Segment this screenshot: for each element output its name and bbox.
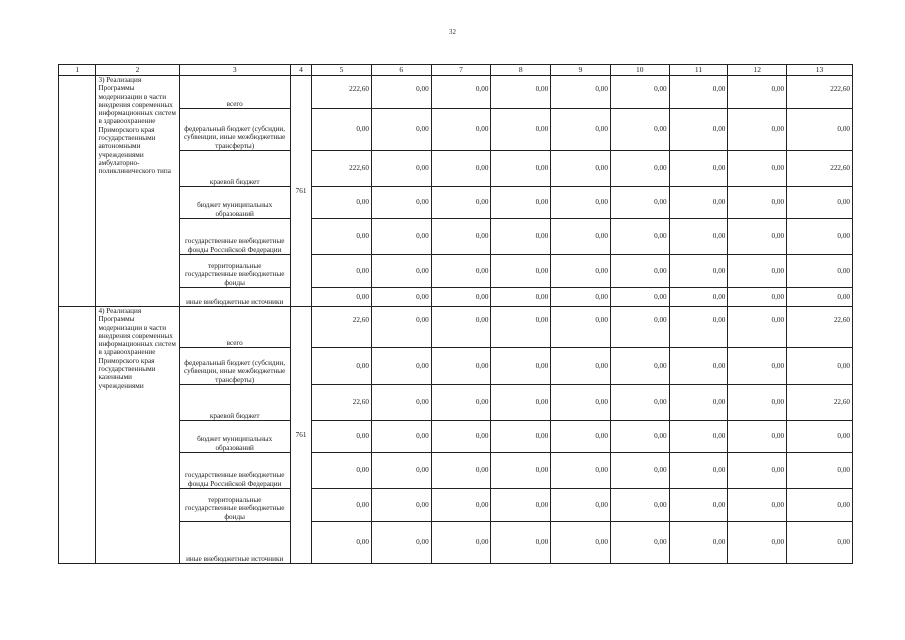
value-cell: 0,00 — [669, 453, 728, 489]
value-cell: 0,00 — [551, 76, 611, 109]
value-cell: 0,00 — [728, 522, 787, 564]
value-cell: 0,00 — [728, 187, 787, 219]
value-cell: 0,00 — [551, 187, 611, 219]
value-cell: 0,00 — [371, 421, 431, 453]
value-cell: 0,00 — [787, 187, 853, 219]
value-cell: 0,00 — [491, 348, 551, 385]
value-cell: 0,00 — [431, 255, 491, 288]
value-cell: 0,00 — [491, 421, 551, 453]
value-cell: 0,00 — [491, 109, 551, 151]
funding-source-cell: территориальные государственные внебюджетные фонды — [179, 489, 290, 522]
value-cell: 0,00 — [728, 219, 787, 255]
value-cell: 0,00 — [787, 453, 853, 489]
header-row — [59, 65, 853, 76]
value-cell: 0,00 — [669, 187, 728, 219]
program-name-cell: 3) Реализация Программы модернизации в части внедрения современных информационных систем в здравоохранение Приморского края государственными автономными учреждениями амбулаторно-поликлинического типа — [96, 76, 179, 307]
value-cell: 0,00 — [728, 109, 787, 151]
value-cell: 0,00 — [787, 109, 853, 151]
column-header: 8 — [491, 65, 551, 76]
column-header: 4 — [290, 65, 311, 76]
value-cell: 0,00 — [431, 385, 491, 421]
value-cell: 0,00 — [610, 348, 669, 385]
value-cell: 0,00 — [787, 288, 853, 307]
value-cell: 0,00 — [371, 453, 431, 489]
value-cell: 0,00 — [787, 421, 853, 453]
value-cell: 0,00 — [491, 187, 551, 219]
funding-source-cell: иные внебюджетные источники — [179, 288, 290, 307]
value-cell: 0,00 — [551, 219, 611, 255]
value-cell: 0,00 — [491, 219, 551, 255]
value-cell: 0,00 — [551, 288, 611, 307]
funding-source-cell: краевой бюджет — [179, 151, 290, 187]
value-cell: 0,00 — [312, 348, 372, 385]
value-cell: 0,00 — [371, 151, 431, 187]
value-cell: 0,00 — [491, 307, 551, 348]
value-cell: 0,00 — [491, 453, 551, 489]
value-cell: 0,00 — [312, 187, 372, 219]
value-cell: 0,00 — [551, 421, 611, 453]
value-cell: 0,00 — [371, 489, 431, 522]
value-cell: 0,00 — [551, 522, 611, 564]
value-cell: 0,00 — [728, 76, 787, 109]
value-cell: 0,00 — [312, 489, 372, 522]
value-cell: 22,60 — [312, 385, 372, 421]
value-cell: 0,00 — [728, 151, 787, 187]
value-cell: 0,00 — [491, 151, 551, 187]
value-cell: 0,00 — [787, 522, 853, 564]
value-cell: 0,00 — [669, 385, 728, 421]
value-cell: 0,00 — [551, 348, 611, 385]
funding-source-cell: федеральный бюджет (субсидии, субвенции, иные межбюджетные трансферты) — [179, 109, 290, 151]
value-cell: 0,00 — [610, 288, 669, 307]
value-cell: 0,00 — [787, 219, 853, 255]
value-cell: 222,60 — [787, 151, 853, 187]
value-cell: 0,00 — [669, 255, 728, 288]
value-cell: 0,00 — [728, 421, 787, 453]
value-cell: 0,00 — [491, 522, 551, 564]
funding-source-cell: государственные внебюджетные фонды Российской Федерации — [179, 453, 290, 489]
value-cell: 0,00 — [431, 288, 491, 307]
value-cell: 0,00 — [551, 255, 611, 288]
value-cell: 0,00 — [669, 219, 728, 255]
value-cell: 0,00 — [312, 453, 372, 489]
value-cell: 0,00 — [371, 288, 431, 307]
column-header: 3 — [179, 65, 290, 76]
column-header: 10 — [610, 65, 669, 76]
value-cell: 0,00 — [669, 348, 728, 385]
program-name-cell: 4) Реализация Программы модернизации в части внедрения современных информационных систем в здравоохранение Приморского края государственными казенными учреждениями — [96, 307, 179, 564]
value-cell: 0,00 — [669, 151, 728, 187]
value-cell: 0,00 — [431, 151, 491, 187]
value-cell: 0,00 — [610, 255, 669, 288]
value-cell: 0,00 — [610, 219, 669, 255]
value-cell: 0,00 — [491, 288, 551, 307]
value-cell: 0,00 — [431, 307, 491, 348]
value-cell: 0,00 — [610, 522, 669, 564]
value-cell: 0,00 — [669, 421, 728, 453]
value-cell: 0,00 — [669, 489, 728, 522]
funding-source-cell: краевой бюджет — [179, 385, 290, 421]
value-cell: 0,00 — [669, 522, 728, 564]
value-cell: 0,00 — [431, 453, 491, 489]
column-header: 5 — [312, 65, 372, 76]
funding-source-cell: территориальные государственные внебюджетные фонды — [179, 255, 290, 288]
value-cell: 0,00 — [431, 348, 491, 385]
value-cell: 0,00 — [312, 288, 372, 307]
value-cell: 0,00 — [787, 255, 853, 288]
column-header: 1 — [59, 65, 96, 76]
column-header: 9 — [551, 65, 611, 76]
column-header: 12 — [728, 65, 787, 76]
page-number: 32 — [449, 28, 456, 36]
value-cell: 222,60 — [312, 76, 372, 109]
value-cell: 0,00 — [728, 453, 787, 489]
value-cell: 0,00 — [728, 489, 787, 522]
budget-code-cell: 761 — [290, 76, 311, 307]
value-cell: 222,60 — [787, 76, 853, 109]
value-cell: 0,00 — [431, 109, 491, 151]
budget-code-cell: 761 — [290, 307, 311, 564]
value-cell: 0,00 — [371, 109, 431, 151]
funding-source-cell: иные внебюджетные источники — [179, 522, 290, 564]
funding-source-cell: федеральный бюджет (субсидии, субвенции, иные межбюджетные трансферты) — [179, 348, 290, 385]
value-cell: 0,00 — [371, 385, 431, 421]
value-cell: 0,00 — [312, 255, 372, 288]
value-cell: 0,00 — [371, 255, 431, 288]
value-cell: 0,00 — [312, 219, 372, 255]
value-cell: 222,60 — [312, 151, 372, 187]
value-cell: 0,00 — [610, 453, 669, 489]
value-cell: 0,00 — [610, 421, 669, 453]
value-cell: 0,00 — [431, 522, 491, 564]
value-cell: 0,00 — [728, 385, 787, 421]
column-header: 6 — [371, 65, 431, 76]
value-cell: 0,00 — [371, 307, 431, 348]
value-cell: 0,00 — [669, 288, 728, 307]
value-cell: 0,00 — [431, 219, 491, 255]
funding-source-cell: бюджет муниципальных образований — [179, 421, 290, 453]
value-cell: 0,00 — [669, 109, 728, 151]
value-cell: 0,00 — [371, 219, 431, 255]
value-cell: 0,00 — [431, 76, 491, 109]
value-cell: 0,00 — [431, 421, 491, 453]
funding-source-cell: бюджет муниципальных образований — [179, 187, 290, 219]
value-cell: 0,00 — [551, 307, 611, 348]
value-cell: 22,60 — [787, 385, 853, 421]
value-cell: 0,00 — [312, 421, 372, 453]
value-cell: 0,00 — [431, 187, 491, 219]
value-cell: 0,00 — [551, 385, 611, 421]
value-cell: 0,00 — [491, 489, 551, 522]
value-cell: 0,00 — [491, 255, 551, 288]
row-number-cell — [59, 76, 96, 307]
value-cell: 0,00 — [371, 348, 431, 385]
value-cell: 0,00 — [371, 76, 431, 109]
value-cell: 0,00 — [728, 288, 787, 307]
value-cell: 0,00 — [551, 489, 611, 522]
value-cell: 0,00 — [551, 151, 611, 187]
value-cell: 0,00 — [728, 307, 787, 348]
table-row — [59, 76, 853, 109]
table-row — [59, 307, 853, 348]
value-cell: 0,00 — [610, 307, 669, 348]
column-header: 13 — [787, 65, 853, 76]
value-cell: 0,00 — [312, 522, 372, 564]
funding-source-cell: всего — [179, 307, 290, 348]
value-cell: 0,00 — [728, 348, 787, 385]
value-cell: 0,00 — [787, 489, 853, 522]
value-cell: 0,00 — [312, 109, 372, 151]
funding-source-cell: государственные внебюджетные фонды Российской Федерации — [179, 219, 290, 255]
column-header: 7 — [431, 65, 491, 76]
value-cell: 0,00 — [610, 489, 669, 522]
value-cell: 0,00 — [371, 522, 431, 564]
value-cell: 0,00 — [491, 76, 551, 109]
value-cell: 0,00 — [371, 187, 431, 219]
funding-source-cell: всего — [179, 76, 290, 109]
value-cell: 0,00 — [610, 385, 669, 421]
value-cell: 0,00 — [610, 109, 669, 151]
value-cell: 0,00 — [728, 255, 787, 288]
value-cell: 0,00 — [787, 348, 853, 385]
row-number-cell — [59, 307, 96, 564]
value-cell: 0,00 — [491, 385, 551, 421]
column-header: 11 — [669, 65, 728, 76]
value-cell: 0,00 — [669, 76, 728, 109]
value-cell: 0,00 — [551, 109, 611, 151]
value-cell: 0,00 — [431, 489, 491, 522]
value-cell: 0,00 — [610, 76, 669, 109]
value-cell: 0,00 — [610, 151, 669, 187]
value-cell: 22,60 — [312, 307, 372, 348]
value-cell: 0,00 — [551, 453, 611, 489]
value-cell: 22,60 — [787, 307, 853, 348]
column-header: 2 — [96, 65, 179, 76]
value-cell: 0,00 — [669, 307, 728, 348]
budget-table — [58, 64, 853, 564]
value-cell: 0,00 — [610, 187, 669, 219]
